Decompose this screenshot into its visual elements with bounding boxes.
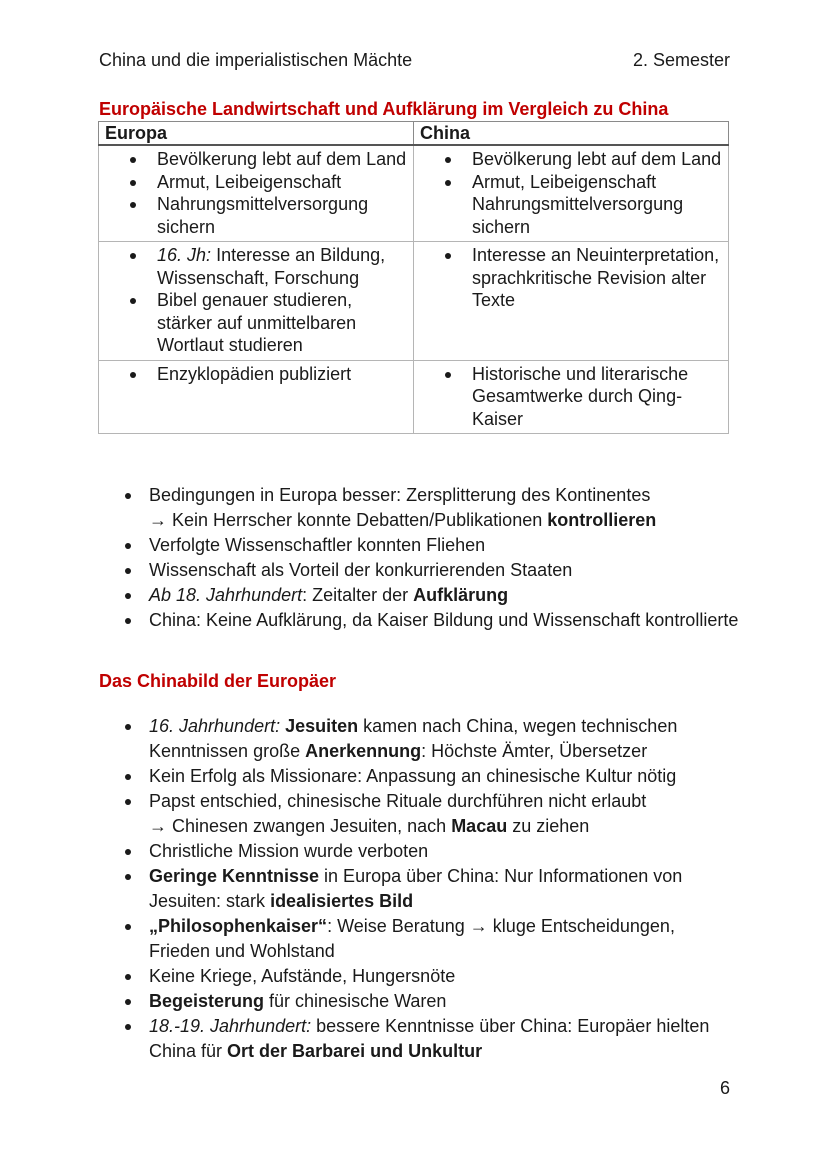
list-item: Kein Erfolg als Missionare: Anpassung an chinesische Kultur nötig xyxy=(99,764,739,789)
comparison-table xyxy=(98,121,729,434)
table-cell-europa xyxy=(99,145,414,242)
list-item: Enzyklopädien publiziert xyxy=(105,363,407,386)
bullet-list-chinabild xyxy=(99,714,739,1064)
list-item: Keine Kriege, Aufstände, Hungersnöte xyxy=(99,964,739,989)
header-semester: 2. Semester xyxy=(632,50,730,70)
column-header-europa: Europa xyxy=(99,122,414,146)
page-number: 6 xyxy=(719,1078,730,1098)
page-header xyxy=(99,50,730,71)
table-cell-china xyxy=(414,145,729,242)
list-item: Bevölkerung lebt auf dem Land xyxy=(105,148,407,171)
table-cell-europa xyxy=(99,360,414,434)
list-item: 16. Jh: Interesse an Bildung, Wissenschaft, Forschung xyxy=(105,244,407,289)
list-item: Bevölkerung lebt auf dem Land xyxy=(420,148,722,171)
table-row xyxy=(99,242,729,361)
header-title: China und die imperialistischen Mächte xyxy=(99,50,413,70)
list-item: Begeisterung für chinesische Waren xyxy=(99,989,739,1014)
list-item: Christliche Mission wurde verboten xyxy=(99,839,739,864)
list-item: Historische und literarische Gesamtwerke durch Qing-Kaiser xyxy=(420,363,722,431)
column-header-china: China xyxy=(414,122,729,146)
list-item: Armut, Leibeigenschaft xyxy=(105,171,407,194)
table-row xyxy=(99,145,729,242)
table-cell-europa xyxy=(99,242,414,361)
list-item: 18.-19. Jahrhundert: bessere Kenntnisse über China: Europäer hielten China für Ort der Barbarei und Unkultur xyxy=(99,1014,739,1064)
list-item: Interesse an Neuinterpretation, sprachkritische Revision alter Texte xyxy=(420,244,722,312)
table-cell-china xyxy=(414,242,729,361)
bullet-list-europe xyxy=(99,483,739,633)
table-row xyxy=(99,360,729,434)
list-item: Bedingungen in Europa besser: Zersplitterung des Kontinentes → Kein Herrscher konnte Debatten/Publikationen kontrollieren xyxy=(99,483,739,533)
list-item: Wissenschaft als Vorteil der konkurrierenden Staaten xyxy=(99,558,739,583)
list-item: 16. Jahrhundert: Jesuiten kamen nach China, wegen technischen Kenntnissen große Anerkennung: Höchste Ämter, Übersetzer xyxy=(99,714,739,764)
list-item: Geringe Kenntnisse in Europa über China: Nur Informationen von Jesuiten: stark idealisiertes Bild xyxy=(99,864,739,914)
list-item: „Philosophenkaiser“: Weise Beratung → kluge Entscheidungen, Frieden und Wohlstand xyxy=(99,914,739,964)
table-cell-china xyxy=(414,360,729,434)
list-item: Bibel genauer studieren, stärker auf unmittelbaren Wortlaut studieren xyxy=(105,289,407,357)
section-title-chinabild: Das Chinabild der Europäer xyxy=(99,671,337,691)
list-item: Nahrungsmittelversorgung sichern xyxy=(105,193,407,238)
list-item: Papst entschied, chinesische Rituale durchführen nicht erlaubt → Chinesen zwangen Jesuiten, nach Macau zu ziehen xyxy=(99,789,739,839)
list-item: Armut, Leibeigenschaft Nahrungsmittelversorgung sichern xyxy=(420,171,722,239)
list-item: Verfolgte Wissenschaftler konnten Fliehen xyxy=(99,533,739,558)
table-header-row xyxy=(99,122,729,146)
list-item: China: Keine Aufklärung, da Kaiser Bildung und Wissenschaft kontrollierte xyxy=(99,608,739,633)
list-item: Ab 18. Jahrhundert: Zeitalter der Aufklärung xyxy=(99,583,739,608)
section-title-aufklaerung: Europäische Landwirtschaft und Aufklärung im Vergleich zu China xyxy=(99,99,669,119)
